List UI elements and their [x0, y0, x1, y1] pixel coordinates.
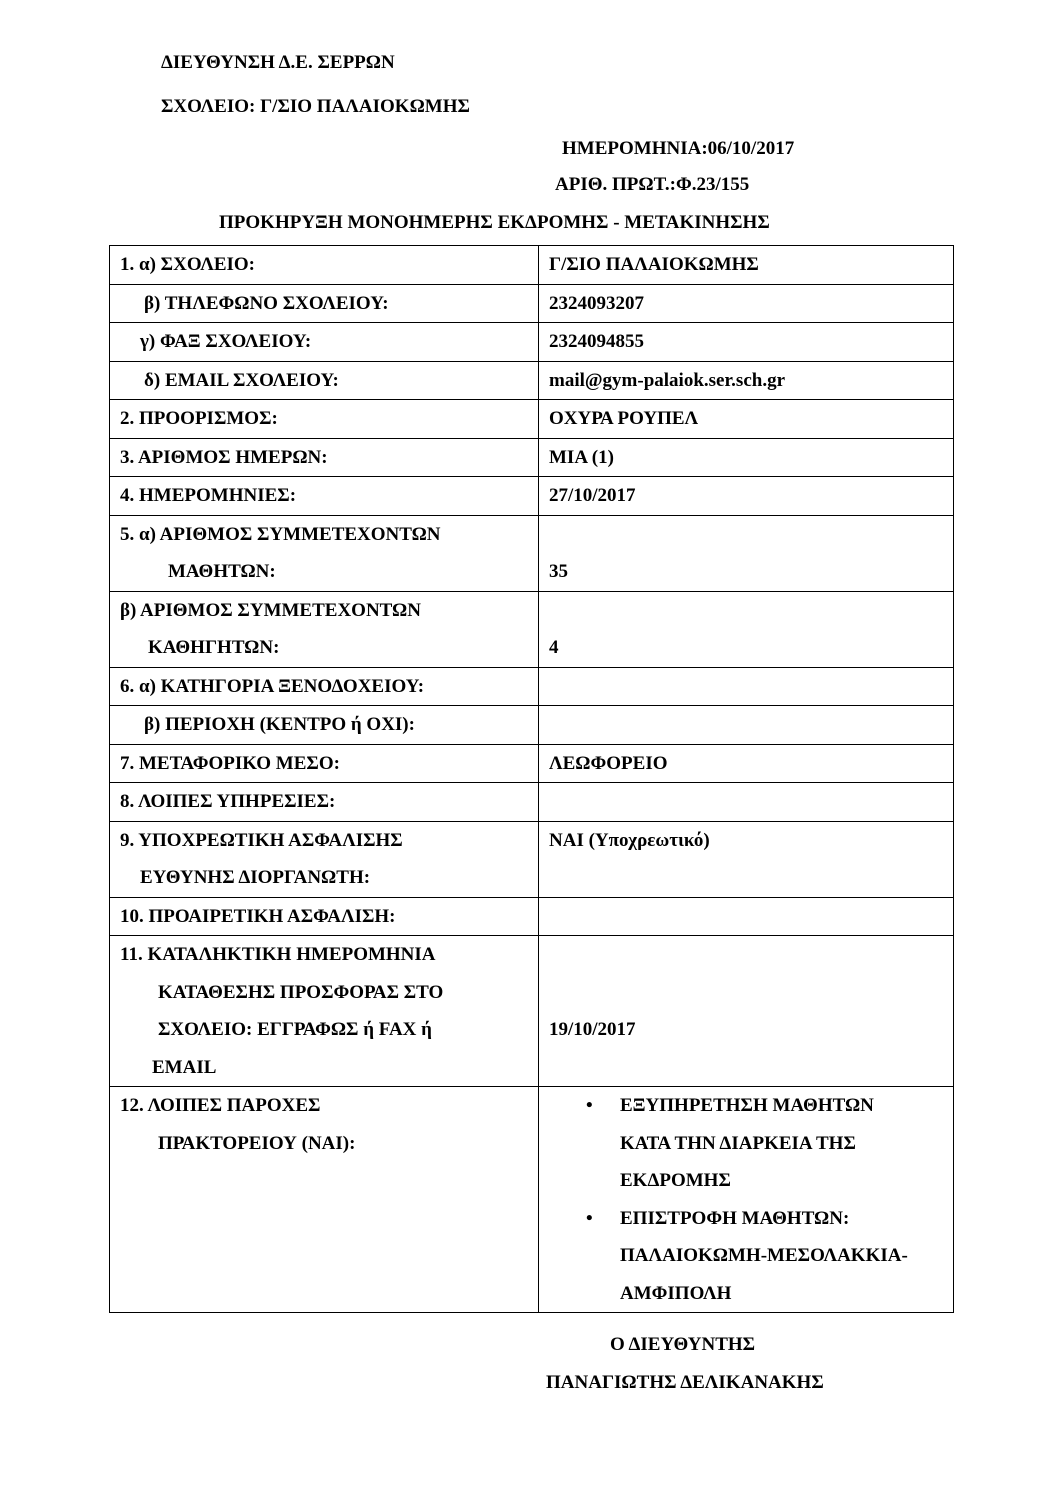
field-label: EMAIL	[152, 1056, 217, 1078]
field-label: 9. ΥΠΟΧΡΕΩΤΙΚΗ ΑΣΦΑΛΙΣΗΣ	[120, 829, 403, 851]
list-item	[579, 1200, 953, 1313]
trip-details-table	[109, 245, 954, 1313]
protocol-number: ΑΡΙΘ. ΠΡΩΤ.:Φ.23/155	[555, 174, 750, 195]
table-row	[110, 400, 954, 439]
field-label-cell	[110, 783, 539, 822]
field-label: 11. ΚΑΤΑΛΗΚΤΙΚΗ ΗΜΕΡΟΜΗΝΙΑ	[120, 944, 436, 965]
field-value: 2324093207	[549, 292, 644, 314]
field-value-cell	[539, 438, 954, 477]
field-label: ΜΑΘΗΤΩΝ:	[168, 561, 276, 582]
table-row	[110, 821, 954, 897]
table-row	[110, 936, 954, 1087]
field-label: 1. α) ΣΧΟΛΕΙΟ:	[120, 254, 256, 275]
field-label-cell	[110, 477, 539, 516]
field-label-cell	[110, 936, 539, 1087]
field-label-cell	[110, 438, 539, 477]
field-label: 8. ΛΟΙΠΕΣ ΥΠΗΡΕΣΙΕΣ:	[120, 791, 336, 812]
field-label-cell	[110, 744, 539, 783]
field-label-cell	[110, 667, 539, 706]
field-value: ΜΙΑ (1)	[549, 446, 614, 468]
services-list	[549, 1087, 953, 1312]
field-label-cell	[110, 323, 539, 362]
field-value: 4	[549, 637, 559, 658]
table-row	[110, 897, 954, 936]
field-label-cell	[110, 284, 539, 323]
table-row	[110, 515, 954, 591]
field-label: ΕΥΘΥΝΗΣ ΔΙΟΡΓΑΝΩΤΗ:	[140, 867, 371, 888]
field-value: 27/10/2017	[549, 485, 636, 506]
field-label: ΣΧΟΛΕΙΟ: ΕΓΓΡΑΦΩΣ ή FAX ή	[158, 1019, 432, 1040]
field-label: ΚΑΤΑΘΕΣΗΣ ΠΡΟΣΦΟΡΑΣ ΣΤΟ	[158, 981, 444, 1003]
field-label: 12. ΛΟΙΠΕΣ ΠΑΡΟΧΕΣ	[120, 1095, 321, 1116]
table-row	[110, 744, 954, 783]
signature-name: ΠΑΝΑΓΙΩΤΗΣ ΔΕΛΙΚΑΝΑΚΗΣ	[546, 1372, 824, 1393]
service-line: ΑΜΦΙΠΟΛΗ	[620, 1282, 732, 1304]
table-row	[110, 246, 954, 285]
field-value-cell	[539, 284, 954, 323]
field-value-cell	[539, 591, 954, 667]
field-value-cell	[539, 361, 954, 400]
field-value: 19/10/2017	[549, 1019, 636, 1040]
field-label-cell	[110, 361, 539, 400]
field-label: β) ΑΡΙΘΜΟΣ ΣΥΜΜΕΤΕΧΟΝΤΩΝ	[120, 599, 421, 621]
field-value: ΟΧΥΡΑ ΡΟΥΠΕΛ	[549, 408, 699, 429]
service-line: ΠΑΛΑΙΟΚΩΜΗ-ΜΕΣΟΛΑΚΚΙΑ-	[620, 1245, 908, 1266]
field-value-cell	[539, 323, 954, 362]
field-label: 3. ΑΡΙΘΜΟΣ ΗΜΕΡΩΝ:	[120, 446, 328, 468]
field-value-cell	[539, 1087, 954, 1313]
field-value-cell	[539, 821, 954, 897]
field-label: 5. α) ΑΡΙΘΜΟΣ ΣΥΜΜΕΤΕΧΟΝΤΩΝ	[120, 523, 441, 545]
table-row	[110, 783, 954, 822]
field-label-cell	[110, 821, 539, 897]
field-value: Γ/ΣΙΟ ΠΑΛΑΙΟΚΩΜΗΣ	[549, 254, 759, 275]
field-label-cell	[110, 400, 539, 439]
field-label: 10. ΠΡΟΑΙΡΕΤΙΚΗ ΑΣΦΑΛΙΣΗ:	[120, 905, 396, 927]
table-row	[110, 667, 954, 706]
field-label-cell	[110, 1087, 539, 1313]
field-value-cell	[539, 744, 954, 783]
table-row	[110, 591, 954, 667]
field-label-cell	[110, 246, 539, 285]
document-date: ΗΜΕΡΟΜΗΝΙΑ:06/10/2017	[562, 138, 795, 159]
field-value-cell	[539, 515, 954, 591]
table-row	[110, 706, 954, 745]
field-value-cell	[539, 246, 954, 285]
field-value-cell	[539, 400, 954, 439]
field-label: 4. ΗΜΕΡΟΜΗΝΙΕΣ:	[120, 485, 297, 506]
service-line: • ΕΞΥΠΗΡΕΤΗΣΗ ΜΑΘΗΤΩΝ	[620, 1095, 874, 1116]
field-label: ΠΡΑΚΤΟΡΕΙΟΥ (ΝΑΙ):	[158, 1132, 356, 1154]
service-line: • ΕΠΙΣΤΡΟΦΗ ΜΑΘΗΤΩΝ:	[620, 1207, 850, 1229]
table-row	[110, 284, 954, 323]
field-label-cell	[110, 706, 539, 745]
field-value-cell	[539, 936, 954, 1087]
field-label: γ) ΦΑΞ ΣΧΟΛΕΙΟΥ:	[140, 331, 312, 352]
service-line: ΕΚΔΡΟΜΗΣ	[620, 1170, 731, 1191]
field-label: ΚΑΘΗΓΗΤΩΝ:	[148, 637, 280, 658]
table-row	[110, 438, 954, 477]
service-line: ΚΑΤΑ ΤΗΝ ΔΙΑΡΚΕΙΑ ΤΗΣ	[620, 1132, 856, 1154]
table-row	[110, 477, 954, 516]
field-value-cell	[539, 477, 954, 516]
document-title: ΠΡΟΚΗΡΥΞΗ ΜΟΝΟΗΜΕΡΗΣ ΕΚΔΡΟΜΗΣ - ΜΕΤΑΚΙΝΗΣΗΣ	[219, 212, 770, 233]
field-label-cell	[110, 591, 539, 667]
table-row	[110, 323, 954, 362]
field-label-cell	[110, 515, 539, 591]
field-value-cell	[539, 706, 954, 745]
field-label: δ) EMAIL ΣΧΟΛΕΙΟΥ:	[144, 369, 339, 391]
signature-role: Ο ΔΙΕΥΘΥΝΤΗΣ	[610, 1334, 756, 1355]
field-label: β) ΤΗΛΕΦΩΝΟ ΣΧΟΛΕΙΟΥ:	[144, 292, 389, 314]
field-label: 6. α) ΚΑΤΗΓΟΡΙΑ ΞΕΝΟΔΟΧΕΙΟΥ:	[120, 675, 425, 697]
field-value: ΛΕΩΦΟΡΕΙΟ	[549, 752, 668, 774]
list-item	[579, 1087, 953, 1200]
field-value: ΝΑΙ (Υποχρεωτικό)	[549, 829, 710, 851]
field-value: 35	[549, 561, 568, 582]
table-row	[110, 361, 954, 400]
school-heading: ΣΧΟΛΕΙΟ: Γ/ΣΙΟ ΠΑΛΑΙΟΚΩΜΗΣ	[161, 96, 470, 117]
field-label-cell	[110, 897, 539, 936]
field-value-cell	[539, 667, 954, 706]
field-label: 2. ΠΡΟΟΡΙΣΜΟΣ:	[120, 408, 278, 429]
field-value-cell	[539, 897, 954, 936]
field-value-cell	[539, 783, 954, 822]
table-row	[110, 1087, 954, 1313]
field-value: mail@gym-palaiok.ser.sch.gr	[549, 369, 785, 391]
field-value: 2324094855	[549, 331, 644, 352]
field-label: 7. ΜΕΤΑΦΟΡΙΚΟ ΜΕΣΟ:	[120, 752, 340, 774]
directorate-heading: ΔΙΕΥΘΥΝΣΗ Δ.Ε. ΣΕΡΡΩΝ	[161, 52, 395, 73]
field-label: β) ΠΕΡΙΟΧΗ (ΚΕΝΤΡΟ ή ΟΧΙ):	[144, 714, 415, 735]
